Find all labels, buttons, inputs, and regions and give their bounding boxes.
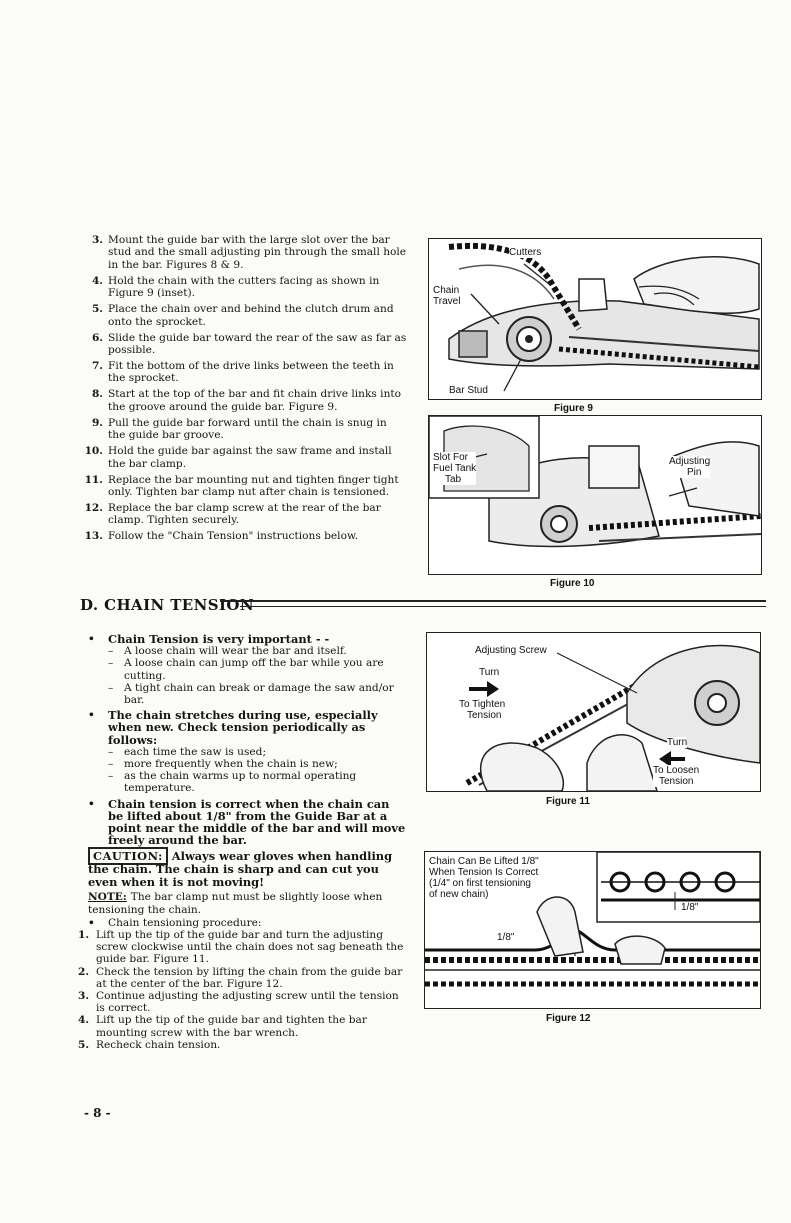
label-line: Fuel Tank — [433, 463, 477, 474]
step-number: 11. — [84, 473, 103, 486]
figure-12-caption: Figure 12 — [546, 1013, 591, 1024]
procedure-step — [78, 929, 406, 966]
sub-item — [88, 770, 406, 794]
label-line: Adjusting — [669, 456, 711, 467]
divider — [240, 606, 766, 607]
chain-tension-text — [78, 630, 406, 1051]
list-item — [82, 360, 407, 385]
step-text: Recheck chain tension. — [96, 1038, 221, 1051]
list-item — [82, 474, 407, 499]
bullet-title: Chain Tension is very important - - — [108, 632, 330, 646]
step-text: Fit the bottom of the drive links between the teeth in the sprocket. — [108, 360, 394, 385]
list-item — [82, 303, 407, 328]
list-item — [82, 388, 407, 413]
label-line: When Tension Is Correct — [429, 867, 539, 878]
step-text: Slide the guide bar toward the rear of the saw as far as possible. — [108, 331, 407, 357]
step-number: 8. — [91, 388, 103, 401]
bullet-item — [88, 798, 406, 847]
chainsaw-bar-illustration — [429, 239, 761, 399]
figure-11 — [426, 632, 761, 792]
step-number: 2. — [78, 965, 90, 978]
label-line: Chain Can Be Lifted 1/8" — [429, 856, 539, 867]
label-bar-stud: Bar Stud — [449, 385, 488, 396]
dash-icon: – — [108, 745, 114, 758]
label-to-loosen — [653, 765, 699, 787]
list-item — [82, 332, 407, 357]
bullet-icon: • — [88, 916, 95, 929]
sub-item-text: A tight chain can break or damage the saw and/or bar. — [124, 681, 394, 707]
label-line: Tension — [467, 710, 502, 721]
label-adjusting-screw: Adjusting Screw — [475, 645, 547, 656]
label-cutters: Cutters — [509, 247, 542, 258]
bullet-item — [88, 917, 406, 929]
caution-text: Always wear gloves when handling the chain. The chain is sharp and can cut you even when it is not moving! — [88, 849, 393, 890]
label-turn: Turn — [667, 737, 688, 748]
label-measurement: 1/8" — [497, 932, 515, 943]
step-text: Check the tension by lifting the chain from the guide bar at the center of the bar. Figure 12. — [96, 965, 403, 990]
list-item — [82, 445, 407, 470]
figure-10-caption: Figure 10 — [550, 578, 595, 589]
sub-item-text: more frequently when the chain is new; — [124, 758, 338, 771]
step-text: Lift up the tip of the guide bar and tighten the bar mounting screw with the bar wrench. — [96, 1014, 367, 1039]
label-line: Pin — [687, 467, 702, 478]
step-number: 12. — [84, 502, 103, 515]
step-number: 10. — [84, 445, 103, 458]
label-line: Chain — [433, 285, 460, 296]
procedure-step — [78, 1038, 406, 1051]
label-turn: Turn — [479, 667, 500, 678]
step-text: Continue adjusting the adjusting screw until the tension is correct. — [96, 990, 399, 1015]
step-number: 9. — [91, 416, 103, 429]
step-text: Replace the bar mounting nut and tighten finger tight only. Tighten bar clamp nut after chain is tensioned. — [108, 473, 399, 499]
sub-item — [88, 746, 406, 758]
procedure-step — [78, 965, 406, 990]
figure-11-caption: Figure 11 — [546, 796, 590, 807]
label-measurement-inset: 1/8" — [681, 902, 699, 913]
step-text: Follow the "Chain Tension" instructions below. — [108, 530, 359, 543]
step-number: 7. — [91, 360, 103, 373]
dash-icon: – — [108, 645, 114, 658]
step-text: Hold the chain with the cutters facing as shown in Figure 9 (inset). — [108, 274, 380, 300]
step-number: 5. — [78, 1038, 90, 1051]
sub-item — [88, 645, 406, 657]
step-text: Replace the bar clamp screw at the rear of the bar clamp. Tighten securely. — [108, 502, 381, 527]
note — [88, 891, 406, 915]
label-line: Tab — [445, 474, 462, 485]
note-label: NOTE: — [88, 891, 127, 904]
step-number: 5. — [91, 303, 103, 316]
list-item — [82, 417, 407, 442]
step-text: Pull the guide bar forward until the chain is snug in the guide bar groove. — [108, 416, 387, 442]
bullet-icon: • — [88, 633, 95, 645]
label-adjusting-pin — [669, 456, 710, 478]
procedure-step — [78, 1014, 406, 1039]
step-text: Hold the guide bar against the saw frame and install the bar clamp. — [108, 445, 392, 470]
sub-item-text: A loose chain can jump off the bar while you are cutting. — [124, 657, 384, 682]
step-number: 3. — [78, 990, 90, 1003]
label-line: Tension — [659, 776, 694, 787]
figure-12 — [424, 851, 761, 1009]
assembly-steps-list — [82, 234, 407, 546]
step-number: 6. — [91, 331, 103, 344]
step-number: 4. — [91, 274, 103, 287]
step-number: 13. — [84, 530, 103, 543]
sub-item — [88, 682, 406, 706]
label-tension-description — [429, 856, 539, 900]
bullet-icon: • — [88, 709, 95, 722]
section-heading: D. CHAIN TENSION — [80, 596, 254, 614]
dash-icon: – — [108, 758, 114, 771]
step-text: Lift up the tip of the guide bar and turn the adjusting screw clockwise until the chain does not sag beneath the guide bar. Figure 11. — [96, 929, 404, 966]
list-item — [82, 502, 407, 527]
sub-item — [88, 758, 406, 770]
note-text: The bar clamp nut must be slightly loose when tensioning the chain. — [88, 891, 383, 916]
page-number: - 8 - — [84, 1106, 111, 1120]
label-line: To Tighten — [459, 699, 506, 710]
label-line: Slot For — [433, 452, 469, 463]
step-number: 1. — [78, 929, 90, 942]
bar-mount-illustration — [429, 416, 761, 574]
label-line: Travel — [433, 296, 461, 307]
sub-item-text: as the chain warms up to normal operating temperature. — [124, 770, 357, 795]
step-text: Mount the guide bar with the large slot over the bar stud and the small adjusting pin through the small hole in the bar. Figures 8 & 9. — [108, 234, 407, 271]
label-chain-travel — [433, 285, 460, 307]
label-slot-fuel-tank-tab — [433, 452, 476, 485]
figure-9 — [428, 238, 762, 400]
divider — [220, 600, 766, 602]
sub-item — [88, 657, 406, 681]
bullet-icon: • — [88, 797, 95, 810]
caution-notice — [88, 850, 406, 889]
label-line: To Loosen — [653, 765, 700, 776]
dash-icon: – — [108, 770, 114, 783]
figure-9-caption: Figure 9 — [554, 403, 593, 414]
step-text: Start at the top of the bar and fit chain drive links into the groove around the guide bar. Figure 9. — [108, 388, 402, 413]
caution-label: CAUTION: — [88, 847, 168, 865]
label-to-tighten — [459, 699, 505, 721]
bullet-item — [88, 709, 406, 746]
step-number: 3. — [91, 234, 103, 246]
bullet-text: The chain stretches during use, especially when new. Check tension periodically as follows: — [108, 708, 378, 747]
dash-icon: – — [108, 657, 114, 670]
bullet-text: Chain tension is correct when the chain can be lifted about 1/8" from the Guide Bar at a point near the middle of the bar and will move freely around the bar. — [108, 796, 406, 848]
list-item — [82, 530, 407, 542]
label-line: (1/4" on first tensioning — [429, 878, 531, 889]
bullet-item — [88, 633, 406, 645]
procedure-title: Chain tensioning procedure: — [108, 916, 262, 929]
procedure-step — [78, 990, 406, 1015]
step-text: Place the chain over and behind the clutch drum and onto the sprocket. — [108, 303, 394, 328]
step-number: 4. — [78, 1014, 90, 1027]
list-item — [82, 275, 407, 300]
list-item — [82, 234, 407, 271]
label-line: of new chain) — [429, 889, 489, 900]
sub-item-text: each time the saw is used; — [124, 745, 267, 758]
dash-icon: – — [108, 681, 114, 694]
figure-10 — [428, 415, 762, 575]
sub-item-text: A loose chain will wear the bar and itself. — [124, 645, 347, 658]
